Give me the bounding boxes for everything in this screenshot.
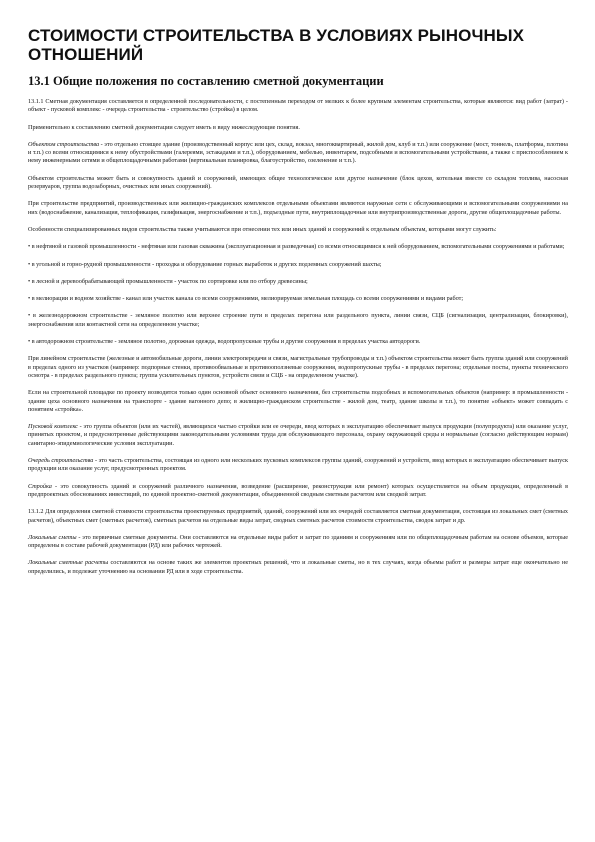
paragraph-text: • в автодорожном строительстве - земляное полотно, дорожная одежда, водопропускные трубы и другие сооружения в пределах участка автодороги. <box>28 338 421 346</box>
paragraph <box>28 175 568 192</box>
paragraph <box>28 312 568 329</box>
paragraph <box>28 98 568 115</box>
paragraph-text: - это первичные сметные документы. Они составляются на отдельные виды работ и затрат по зданиям и сооружениям или по общеплощадочным работам на основе объемов, которые определены в составе рабочей документации (РД) или рабочих чертежей. <box>28 533 568 550</box>
paragraph <box>28 124 568 132</box>
paragraph-text: • в лесной и деревообрабатывающей промышленности - участок по сортировке или по отбору древесины; <box>28 277 308 285</box>
document-body <box>28 98 568 576</box>
paragraph <box>28 200 568 217</box>
page-title: СТОИМОСТИ СТРОИТЕЛЬСТВА В УСЛОВИЯХ РЫНОЧНЫХ ОТНОШЕНИЙ <box>28 26 525 64</box>
paragraph <box>28 141 568 166</box>
paragraph-term: Локальные сметы <box>28 533 77 541</box>
paragraph <box>28 483 568 500</box>
paragraph <box>28 226 568 234</box>
paragraph <box>28 278 568 286</box>
paragraph <box>28 261 568 269</box>
paragraph-term: Пусковой комплекс <box>28 423 78 431</box>
paragraph-text: - это часть строительства, состоящая из одного или нескольких пусковых комплексов группы зданий, сооружений и устройств, ввод которых в эксплуатацию обеспечивает выпуск продукции или оказание услуг, предусмотренных проектом. <box>28 457 568 473</box>
paragraph-text: При строительстве предприятий, производственных или жилищно-гражданских комплексов отдельными объектами являются наружные сети с обслуживающими и вспомогательными сооружениями на них (водоснабжение, канализация, теплофикация, газификация, энергоснабжение и т.п.), подъездные пути, внутриплощадочные или внутрипроизводственные дороги, другие общеплощадочные работы. <box>28 200 568 216</box>
paragraph-term: Очередь строительства <box>28 457 94 465</box>
paragraph-term: Локальные сметные расчеты <box>28 559 109 567</box>
paragraph-text: При линейном строительстве (железные и автомобильные дороги, линии электропередачи и связи, магистральные трубопроводы и т.п.) объектом строительства может быть группа зданий или сооружений в пределах одного из участков (например: подпорные стенки, противообвальные и противооползневые сооружения, водопропускные трубы - в пределах перегона; отдельные посты, пункты технического осмотра - в пределах раздельного пункта; группа усилительных пунктов, устройств связи и СЦБ - на определенном участке). <box>28 355 568 379</box>
paragraph <box>28 508 568 525</box>
paragraph-text: 13.1.2 Для определения сметной стоимости строительства проектируемых предприятий, зданий, сооружений или их очередей составляется сметная документация, состоящая из локальных смет (сметных расчетов), объектных смет (сметных расчетов), сметных расчетов на отдельные виды затрат, сводных сметных расчетов стоимости строительства, сводок затрат и др. <box>28 508 568 524</box>
paragraph-text: • в угольной и горно-рудной промышленности - проходка и оборудование горных выработок и других подземных сооружений шахты; <box>28 260 382 268</box>
paragraph <box>28 389 568 414</box>
paragraph <box>28 534 568 551</box>
paragraph-text: Объектом строительства может быть и совокупность зданий и сооружений, имеющих общее технологическое или другое назначение (блок цехов, котельная вместе со складом топлива, насосная резервуаров, группа водозаборных, очистных или иных сооружений). <box>28 174 568 191</box>
document-page <box>28 26 568 585</box>
paragraph-term: Объектом строительства <box>28 140 100 148</box>
paragraph <box>28 243 568 251</box>
paragraph <box>28 295 568 303</box>
paragraph <box>28 559 568 576</box>
section-heading: 13.1 Общие положения по составлению сметной документации <box>28 74 384 88</box>
paragraph-text: - это совокупность зданий и сооружений различного назначения, возведение (расширение, реконструкция или ремонт) которых осуществляется на объем продукции, определенный в предпроектных обоснованиях инвестиций, по единой проектно-сметной документации, объединенной сводным сметным расчетом или сводкой затрат. <box>28 482 568 498</box>
paragraph-text: • в железнодорожном строительстве - земляное полотно или верхнее строение пути в пределах перегона или раздельного пункта, линии связи, СЦБ (сигнализации, централизации, блокировки), энергоснабжения или контактной сети на определенном участке; <box>28 312 568 328</box>
paragraph-text: Особенности специализированных видов строительства также учитываются при отнесении тех или иных зданий и сооружений к отдельным объектам, которыми могут служить: <box>28 225 497 233</box>
paragraph <box>28 355 568 380</box>
paragraph <box>28 423 568 448</box>
paragraph-text: составляются на основе таких же элементов проектных решений, что и локальные сметы, но в тех случаях, когда объемы работ и размеры затрат еще окончательно не определились, и подлежат уточнению на основании РД или в ходе строительства. <box>28 559 568 575</box>
paragraph-text: • в нефтяной и газовой промышленности - нефтяная или газовая скважина (эксплуатационная и разведочная) со всеми относящимися к ней оборудованием, вспомогательными сооружениями и работами; <box>28 243 565 251</box>
paragraph-text: Применительно к составлению сметной документации следует иметь в виду нижеследующие понятия. <box>28 123 300 131</box>
paragraph-term: Стройка <box>28 482 52 490</box>
paragraph <box>28 457 568 474</box>
paragraph-text: • в мелиорации и водном хозяйстве - канал или участок канала со всеми сооружениями, мелиорируемая земельная площадь со всеми сооружениями и видами работ; <box>28 295 464 303</box>
paragraph-text: 13.1.1 Сметная документация составляется в определенной последовательности, с постепенным переходом от мелких к более крупным элементам строительства, которые являются: вид работ (затрат) - объект - пусковой комплекс - очередь строительства - строительство (стройка) в целом. <box>28 98 568 114</box>
paragraph <box>28 338 568 346</box>
paragraph-text: - это группа объектов (или их частей), являющихся частью стройки или ее очереди, ввод которых в эксплуатацию обеспечивает выпуск продукции (полупродукта) или оказание услуг, принятых проектом, и предусмотренные действующими законодательными условиями труда для обслуживающего персонала, охрану окружающей среды и нормальные (согласно действующим нормам) санитарно-эпидемиологические условия эксплуатации. <box>28 423 568 447</box>
paragraph-text: Если на строительной площадке по проекту возводится только один основной объект основного назначения, без строительства подсобных и вспомогательных объектов (например: в промышленности - здание цеха основного назначения на транспорте - здание вагонного депо; в жилищно-гражданском строительстве - жилой дом, театр, здание школы и т.п.), то понятие «объект» может совпадать с понятием «стройка». <box>28 389 568 413</box>
paragraph-text: - это отдельно стоящее здание (производственный корпус или цех, склад, вокзал, многоквартирный, жилой дом, клуб и т.п.) или сооружение (мост, тоннель, платформа, плотина и т.п.) со всеми относящимися к нему обустройствами (галереями, эстакадами и т.п.), оборудованием, мебелью, инвентарем, подсобными и вспомогательными устройствами, а также с приспособлением к нему инженерными сетями и общеплощадочными работами (вертикальная планировка, благоустройство, озеленение и т.п.). <box>28 140 568 165</box>
